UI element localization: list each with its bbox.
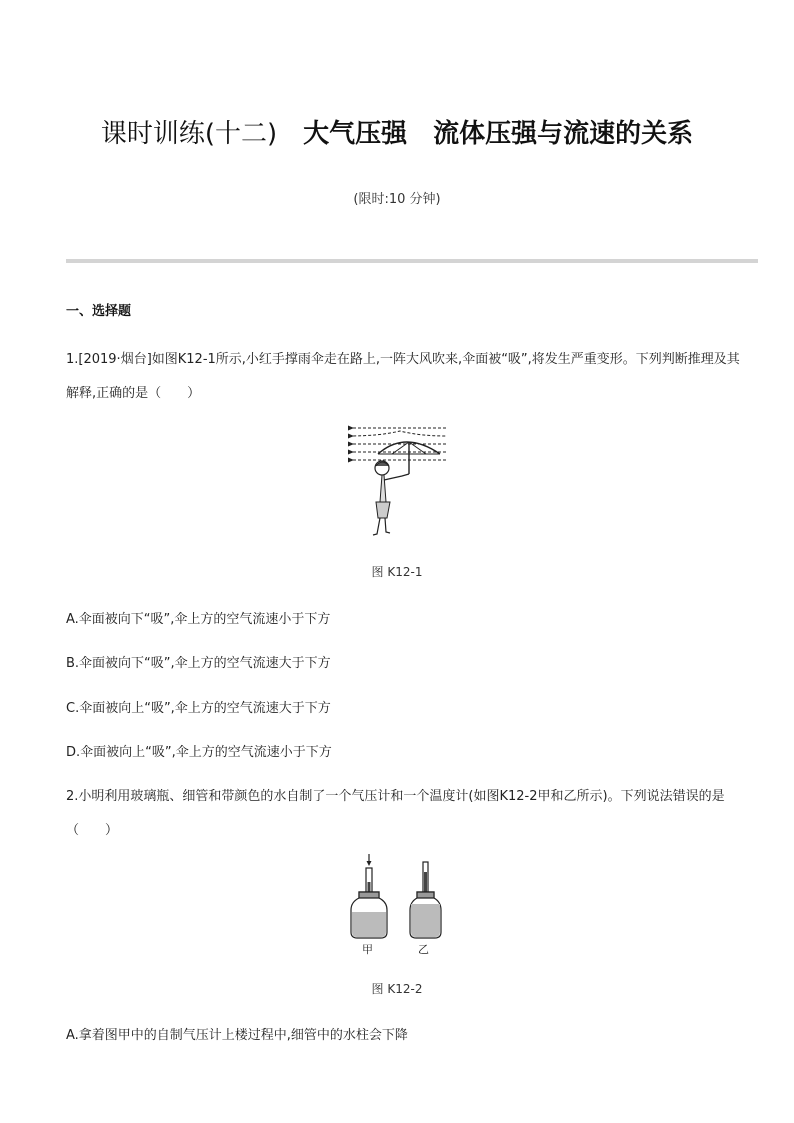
question-1-option-c: C.伞面被向上“吸”,伞上方的空气流速大于下方 — [66, 701, 331, 716]
figure-2-label-yi: 乙 — [418, 943, 429, 956]
section-heading: 一、选择题 — [66, 304, 132, 319]
time-limit: (限时:10 分钟) — [353, 192, 441, 207]
question-1-option-b: B.伞面被向下“吸”,伞上方的空气流速大于下方 — [66, 656, 331, 671]
question-2-option-a: A.拿着图甲中的自制气压计上楼过程中,细管中的水柱会下降 — [66, 1028, 408, 1043]
page-title — [0, 116, 794, 152]
question-1-option-a: A.伞面被向下“吸”,伞上方的空气流速小于下方 — [66, 612, 331, 627]
figure-1-caption: 图 K12-1 — [371, 565, 423, 579]
figure-umbrella-wind — [340, 422, 460, 540]
figure-2-label-jia: 甲 — [362, 943, 373, 956]
question-1-text: 1.[2019·烟台]如图K12-1所示,小红手撑雨伞走在路上,一阵大风吹来,伞面被“吸”,将发生严重变形。下列判断推理及其解释,正确的是（ ） — [66, 352, 740, 401]
question-2-text: 2.小明利用玻璃瓶、细管和带颜色的水自制了一个气压计和一个温度计(如图K12-2甲和乙所示)。下列说法错误的是（ ） — [66, 789, 725, 838]
divider — [66, 259, 758, 263]
title-topic-1: 大气压强 — [303, 119, 408, 149]
title-topic-2: 流体压强与流速的关系 — [433, 119, 694, 149]
figure-2-caption: 图 K12-2 — [371, 982, 423, 996]
title-lesson: 课时训练(十二) — [100, 119, 278, 149]
question-1-option-d: D.伞面被向上“吸”,伞上方的空气流速小于下方 — [66, 745, 332, 760]
figure-barometer-thermometer — [344, 852, 454, 940]
